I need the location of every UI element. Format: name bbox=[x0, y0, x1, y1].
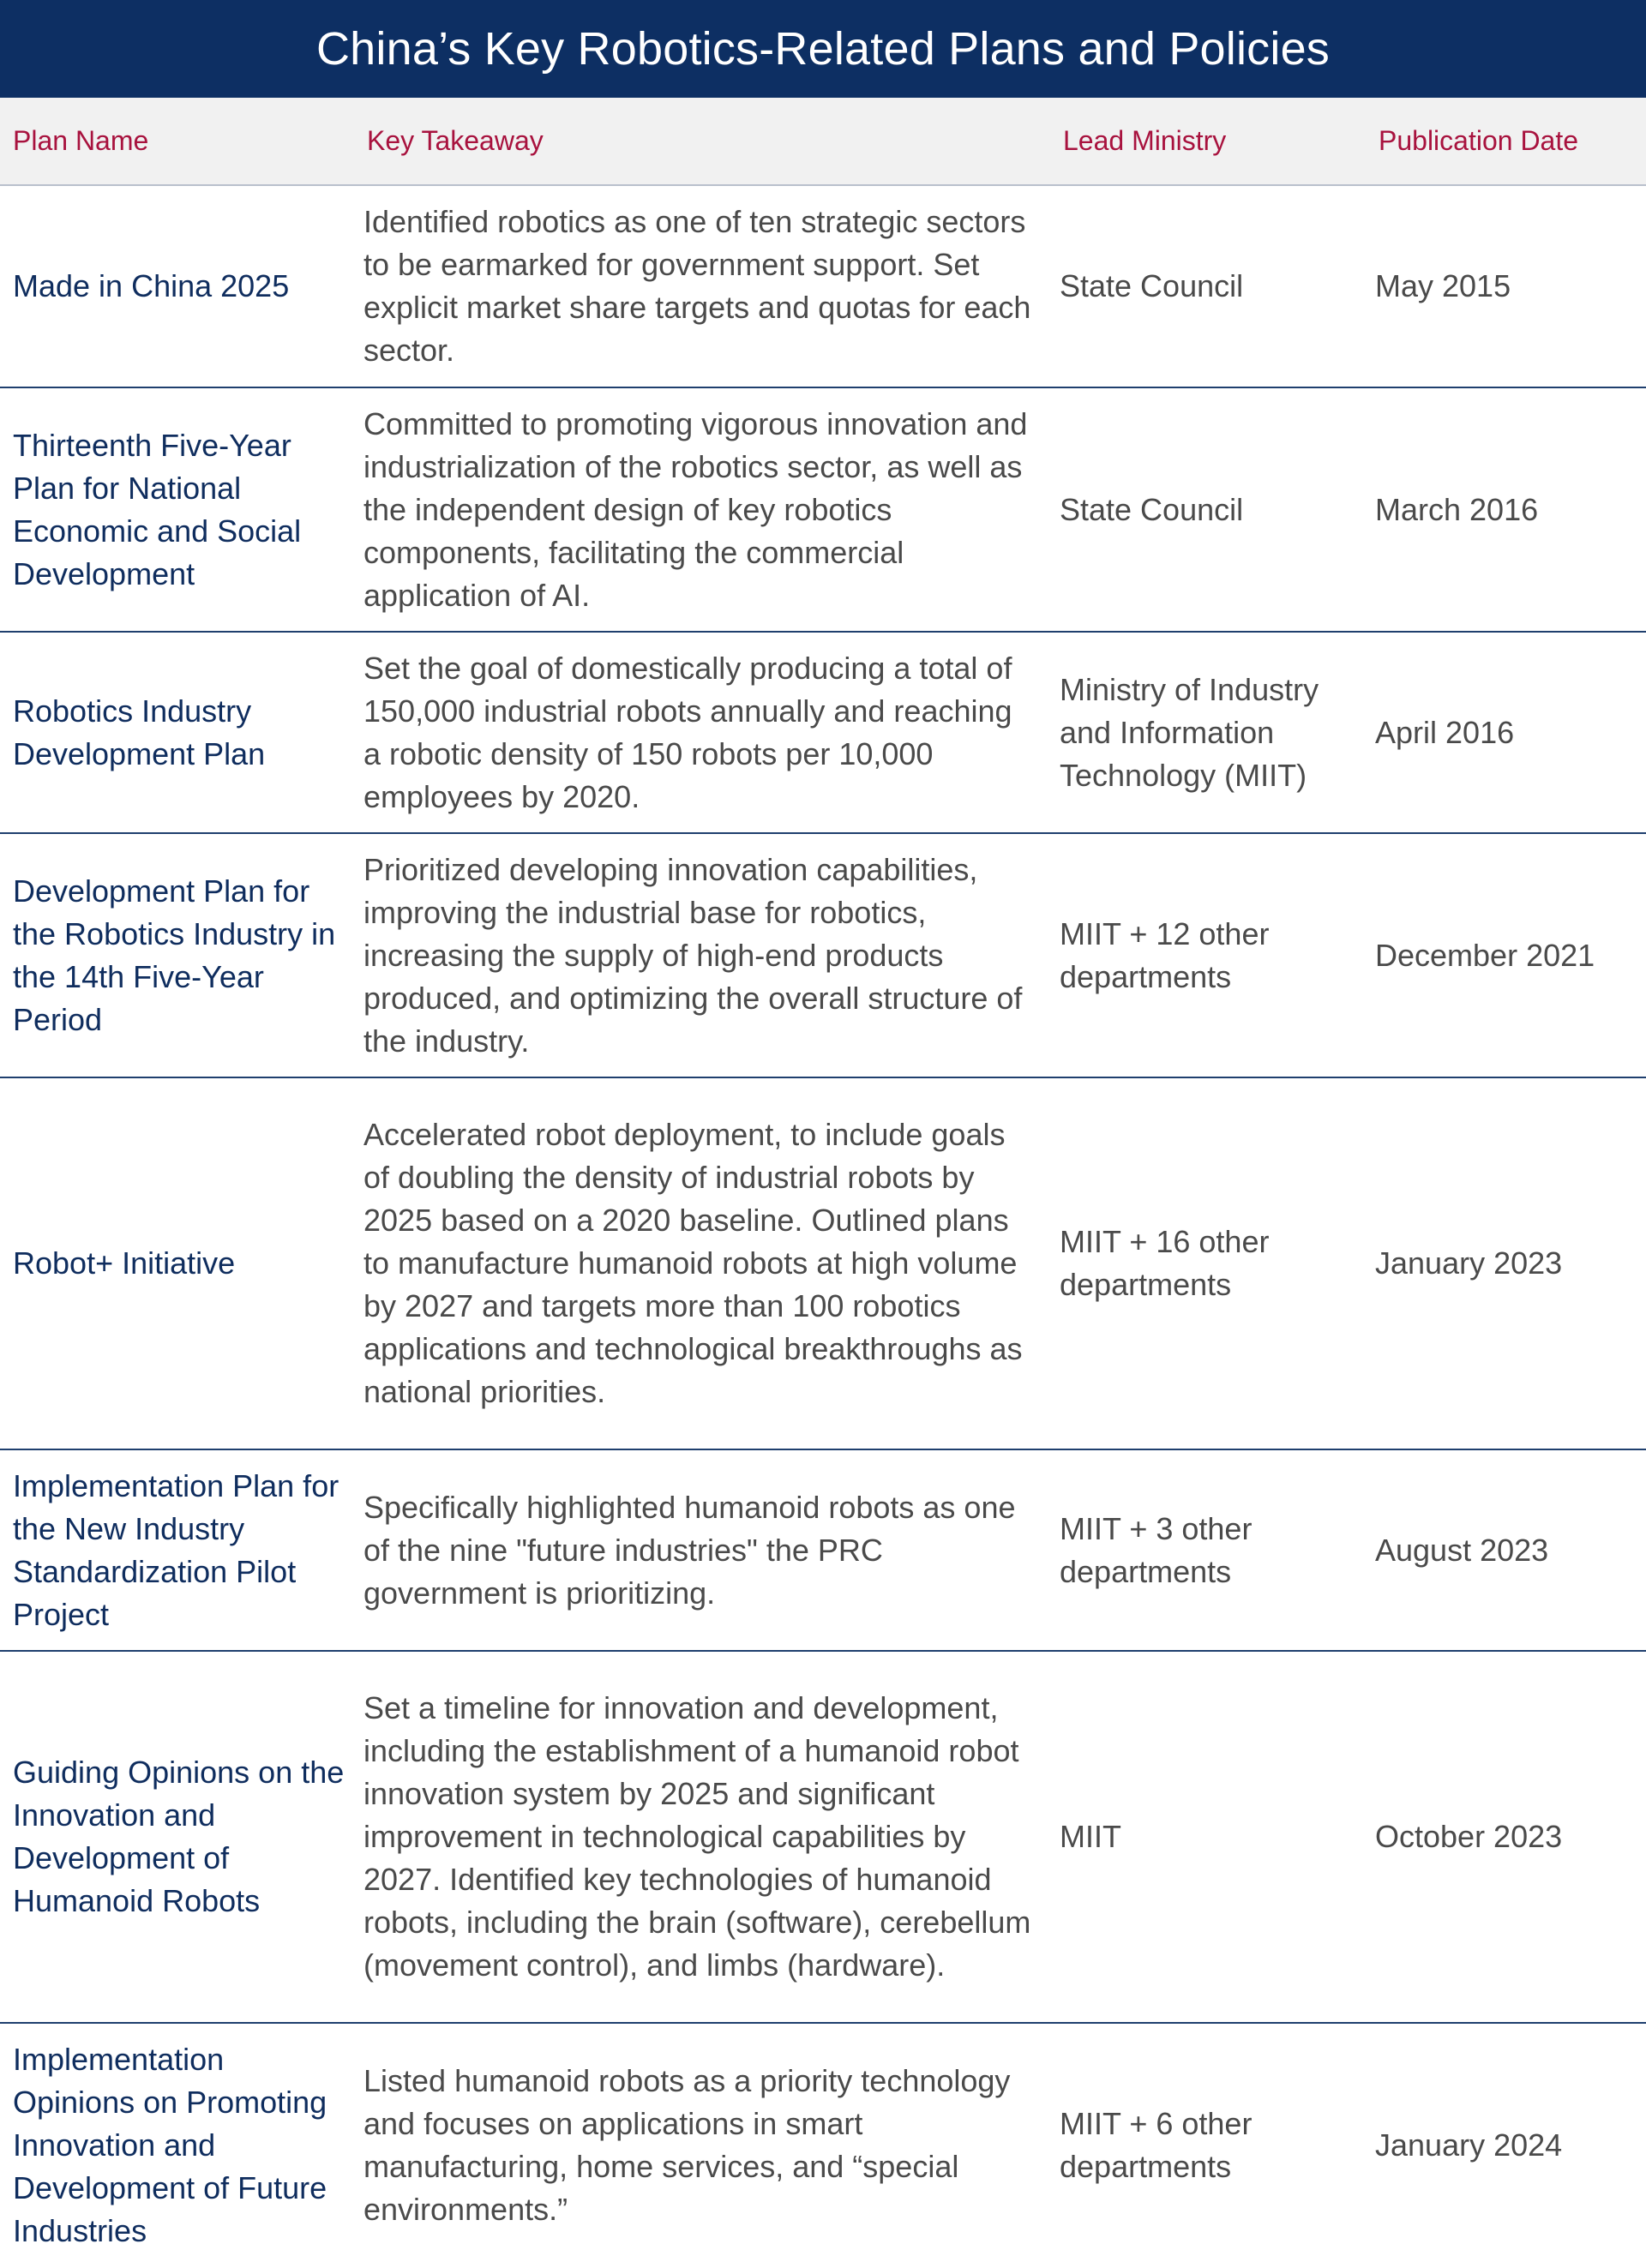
ministry-cell: MIIT + 12 other departments bbox=[1049, 833, 1365, 1077]
takeaway-cell: Prioritized developing innovation capabilities, improving the industrial base for robotics, increasing the supply of high-end products produced, and optimizing the overall structure of the industry. bbox=[353, 833, 1049, 1077]
plan-name-cell: Implementation Opinions on Promoting Innovation and Development of Future Industries bbox=[13, 2042, 327, 2248]
table-row bbox=[0, 2023, 1646, 2267]
takeaway-cell: Set a timeline for innovation and development, including the establishment of a humanoid robot innovation system by 2025 and significant improvement in technological capabilities by 2027. Identified key technologies of humanoid robots, including the brain (software), cerebellum (movement control), and limbs (hardware). bbox=[353, 1651, 1049, 2023]
takeaway-cell: Accelerated robot deployment, to include goals of doubling the density of industrial robots by 2025 based on a 2020 baseline. Outlined plans to manufacture humanoid robots at high volume by 2027 and targets more than 100 robotics applications and technological breakthroughs as national priorities. bbox=[353, 1077, 1049, 1449]
header-publication-date: Publication Date bbox=[1365, 98, 1646, 185]
takeaway-cell: Committed to promoting vigorous innovation and industrialization of the robotics sector, as well as the independent design of key robotics components, facilitating the commercial application of AI. bbox=[353, 387, 1049, 632]
page-title: China’s Key Robotics-Related Plans and Policies bbox=[315, 23, 1331, 75]
date-cell: March 2016 bbox=[1365, 387, 1646, 632]
ministry-cell: MIIT + 3 other departments bbox=[1049, 1449, 1365, 1651]
header-plan-name: Plan Name bbox=[0, 98, 353, 185]
table-body bbox=[0, 185, 1646, 2267]
ministry-cell: State Council bbox=[1049, 185, 1365, 387]
table-row bbox=[0, 632, 1646, 833]
table-row bbox=[0, 1077, 1646, 1449]
table-row bbox=[0, 185, 1646, 387]
date-cell: December 2021 bbox=[1365, 833, 1646, 1077]
header-lead-ministry: Lead Ministry bbox=[1049, 98, 1365, 185]
policies-table bbox=[0, 98, 1646, 2267]
plan-name-cell: Made in China 2025 bbox=[0, 185, 353, 387]
date-cell: May 2015 bbox=[1365, 185, 1646, 387]
plan-name-cell: Guiding Opinions on the Innovation and Development of Humanoid Robots bbox=[0, 1651, 353, 2023]
date-cell: January 2023 bbox=[1365, 1077, 1646, 1449]
ministry-cell: State Council bbox=[1049, 387, 1365, 632]
header-row bbox=[0, 98, 1646, 185]
ministry-cell: MIIT bbox=[1049, 1651, 1365, 2023]
takeaway-cell: Identified robotics as one of ten strategic sectors to be earmarked for government support. Set explicit market share targets and quotas for each sector. bbox=[353, 185, 1049, 387]
table-row bbox=[0, 1651, 1646, 2023]
title-banner bbox=[0, 0, 1646, 98]
table-header bbox=[0, 98, 1646, 185]
date-cell: August 2023 bbox=[1365, 1449, 1646, 1651]
table-row bbox=[0, 387, 1646, 632]
plan-name-cell: Robotics Industry Development Plan bbox=[0, 632, 353, 833]
header-key-takeaway: Key Takeaway bbox=[353, 98, 1049, 185]
ministry-cell: Ministry of Industry and Information Technology (MIIT) bbox=[1049, 632, 1365, 833]
takeaway-cell: Set the goal of domestically producing a total of 150,000 industrial robots annually and reaching a robotic density of 150 robots per 10,000 employees by 2020. bbox=[353, 632, 1049, 833]
takeaway-cell: Specifically highlighted humanoid robots as one of the nine "future industries" the PRC government is prioritizing. bbox=[353, 1449, 1049, 1651]
table-row bbox=[0, 833, 1646, 1077]
ministry-cell: MIIT + 16 other departments bbox=[1049, 1077, 1365, 1449]
date-cell: January 2024 bbox=[1375, 2127, 1563, 2163]
date-cell: April 2016 bbox=[1365, 632, 1646, 833]
plan-name-cell: Thirteenth Five-Year Plan for National Economic and Social Development bbox=[0, 387, 353, 632]
plan-name-cell: Implementation Plan for the New Industry Standardization Pilot Project bbox=[0, 1449, 353, 1651]
plan-name-cell: Robot+ Initiative bbox=[0, 1077, 353, 1449]
date-cell: October 2023 bbox=[1365, 1651, 1646, 2023]
plan-name-cell: Development Plan for the Robotics Industry in the 14th Five-Year Period bbox=[0, 833, 353, 1077]
takeaway-cell: Listed humanoid robots as a priority technology and focuses on applications in smart manufacturing, home services, and “special environments.” bbox=[363, 2063, 1011, 2227]
table-row bbox=[0, 1449, 1646, 1651]
ministry-cell: MIIT + 6 other departments bbox=[1060, 2106, 1253, 2184]
